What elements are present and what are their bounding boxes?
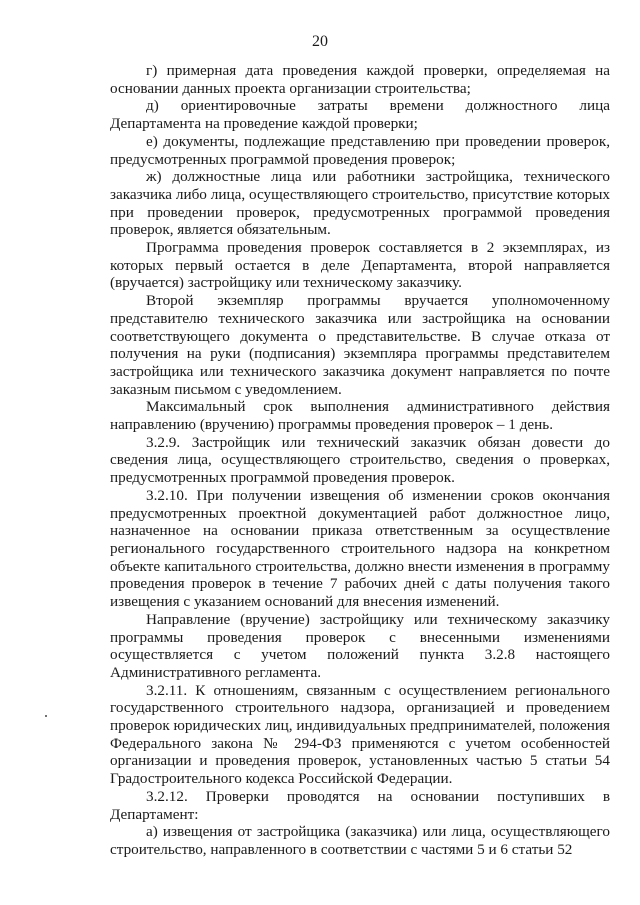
document-body	[110, 62, 610, 859]
paragraph-item-a: а) извещения от застройщика (заказчика) или лица, осуществляющего строительство, направленного в соответствии с частями 5 и 6 статьи 52	[110, 823, 610, 858]
paragraph-3-2-12: 3.2.12. Проверки проводятся на основании поступивших в Департамент:	[110, 787, 610, 823]
paragraph-item-e: е) документы, подлежащие представлению при проведении проверок, предусмотренных программой проведения проверок;	[110, 132, 610, 168]
paragraph-item-d: д) ориентировочные затраты времени должностного лица Департамента на проведение каждой проверки;	[110, 97, 610, 133]
paragraph-delivery-changes: Направление (вручение) застройщику или техническому заказчику программы проведения проверок с внесенными изменениями осуществляется с учетом положений пункта 3.2.8 настоящего Административного регламента.	[110, 610, 610, 681]
paragraph-3-2-10: 3.2.10. При получении извещения об изменении сроков окончания предусмотренных проектной документацией работ должностное лицо, назначенное на основании приказа ответственным за осуществление регионального государственного строительного надзора на конкретном объекте капитального строительства, должно внести изменения в программу проведения проверок в течение 7 рабочих дней с даты получения такого извещения с указанием оснований для внесения изменений.	[110, 486, 610, 611]
paragraph-max-term: Максимальный срок выполнения административного действия направлению (вручению) программы проведения проверок – 1 день.	[110, 398, 610, 434]
paragraph-item-zh: ж) должностные лица или работники застройщика, технического заказчика либо лица, осуществляющего строительство, присутствие которых при проведении проверок, предусмотренных программой проведения проверок, является обязательным.	[110, 168, 610, 239]
page-number: 20	[312, 33, 328, 50]
paragraph-program-copies: Программа проведения проверок составляется в 2 экземплярах, из которых первый остается в деле Департамента, второй направляется (вручается) застройщику или техническому заказчику.	[110, 239, 610, 292]
paragraph-second-copy: Второй экземпляр программы вручается уполномоченному представителю технического заказчика или застройщика на основании соответствующего документа о представительстве. В случае отказа от получения на руки (подписания) экземпляра программы представителем застройщика или технического заказчика документ направляется по почте заказным письмом с уведомлением.	[110, 292, 610, 398]
paragraph-item-g: г) примерная дата проведения каждой проверки, определяемая на основании данных проекта организации строительства;	[110, 62, 610, 97]
paragraph-3-2-11: 3.2.11. К отношениям, связанным с осуществлением регионального государственного строительного надзора, организацией и проведением проверок юридических лиц, индивидуальных предпринимателей, положения Федерального закона № 294-ФЗ применяются с учетом особенностей организации и проведения проверок, установленных частью 5 статьи 54 Градостроительного кодекса Российской Федерации.	[110, 681, 610, 788]
paragraph-3-2-9: 3.2.9. Застройщик или технический заказчик обязан довести до сведения лица, осуществляющего строительство, сведения о проверках, предусмотренных программой проведения проверок.	[110, 433, 610, 487]
scan-speck	[45, 715, 47, 717]
